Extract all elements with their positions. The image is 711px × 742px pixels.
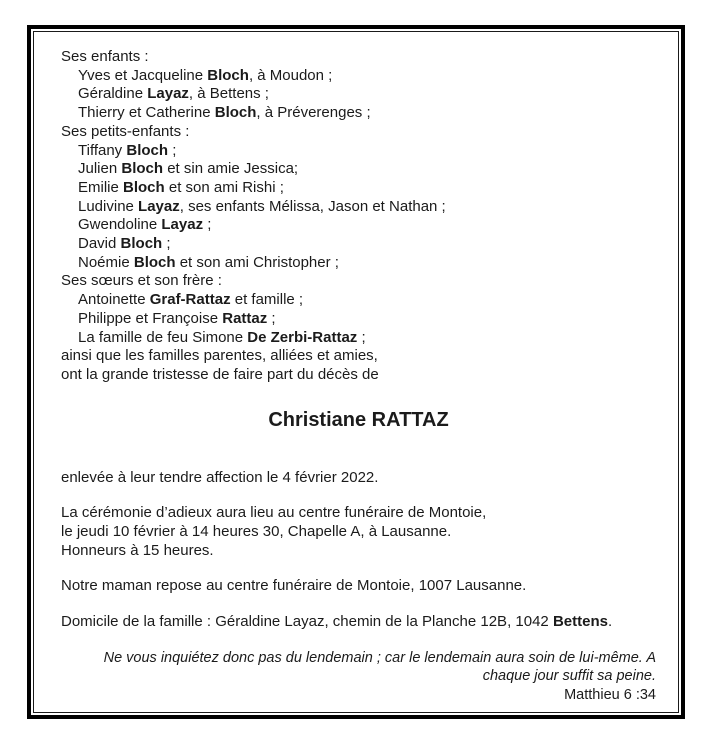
family-line <box>61 198 656 217</box>
text-segment: Honneurs à 15 heures. <box>61 541 214 559</box>
notice-frame-inner <box>33 31 679 713</box>
text-segment: Philippe et Françoise <box>78 309 223 327</box>
family-line <box>61 272 656 291</box>
text-segment: ; <box>267 309 276 327</box>
surname-bold: Bloch <box>214 104 257 122</box>
text-segment: Emilie <box>78 178 124 196</box>
paragraph-line <box>61 577 656 596</box>
text-segment: et son ami Christopher ; <box>175 253 339 271</box>
surname-bold: Bloch <box>120 235 163 253</box>
family-line <box>61 216 656 235</box>
text-segment: Antoinette <box>78 291 150 309</box>
text-segment: ont la grande tristesse de faire part du décès de <box>61 365 379 383</box>
notice-paragraph <box>61 613 656 632</box>
surname-bold: Bloch <box>121 160 164 178</box>
surname-bold: Layaz <box>161 216 204 234</box>
verse-line: chaque jour suffit sa peine. <box>482 668 656 685</box>
text-segment: , ses enfants Mélissa, Jason et Nathan ; <box>179 197 446 215</box>
paragraph-line <box>61 542 656 561</box>
family-line <box>61 104 656 123</box>
text-segment: , à Moudon ; <box>248 66 333 84</box>
text-segment: le jeudi 10 février à 14 heures 30, Chapelle A, à Lausanne. <box>61 523 452 541</box>
text-segment: Ses sœurs et son frère : <box>61 272 222 290</box>
text-segment: , à Bettens ; <box>188 85 269 103</box>
text-segment: Julien <box>78 160 122 178</box>
text-segment: Domicile de la famille : Géraldine Layaz, chemin de la Planche 12B, 1042 <box>61 613 553 631</box>
surname-bold: Rattaz <box>222 309 268 327</box>
paragraph-line <box>61 504 656 523</box>
notice-paragraph <box>61 469 656 488</box>
family-line <box>61 123 656 142</box>
paragraph-line <box>61 613 656 632</box>
body-paragraphs <box>61 469 656 632</box>
text-segment: Tiffany <box>78 141 127 159</box>
surname-bold: Bloch <box>126 141 169 159</box>
verse-lines <box>61 649 656 686</box>
family-line <box>61 310 656 329</box>
verse-line: Ne vous inquiétez donc pas du lendemain ; car le lendemain aura soin de lui-même. A <box>103 649 656 666</box>
text-segment: ; <box>162 235 171 253</box>
family-line <box>61 160 656 179</box>
notice-paragraph <box>61 504 656 560</box>
verse-attribution: Matthieu 6 :34 <box>564 687 656 704</box>
text-segment: enlevée à leur tendre affection le 4 février 2022. <box>61 468 379 486</box>
family-line <box>61 329 656 348</box>
family-line <box>61 179 656 198</box>
text-segment: Ludivine <box>78 197 139 215</box>
text-segment: ; <box>203 216 212 234</box>
surname-bold: Bloch <box>207 66 249 84</box>
text-segment: et famille ; <box>230 291 304 309</box>
text-segment: Ses petits-enfants : <box>61 122 190 140</box>
text-segment: La cérémonie d’adieux aura lieu au centre funéraire de Montoie, <box>61 504 487 522</box>
text-segment: Noémie <box>78 253 134 271</box>
family-line <box>61 235 656 254</box>
text-segment: La famille de feu Simone <box>78 328 248 346</box>
scripture-verse <box>61 649 656 705</box>
deceased-name: Christiane RATTAZ <box>268 408 449 431</box>
family-line <box>61 366 656 385</box>
notice-frame <box>27 25 685 719</box>
family-line <box>61 291 656 310</box>
text-segment: David <box>78 235 121 253</box>
surname-bold: Graf-Rattaz <box>149 291 231 309</box>
surname-bold: De Zerbi-Rattaz <box>247 328 358 346</box>
surname-bold: Bloch <box>123 178 165 196</box>
notice-paragraph <box>61 577 656 596</box>
text-segment: . <box>607 613 613 631</box>
surname-bold: Bettens <box>552 613 608 631</box>
family-line <box>61 48 656 67</box>
family-line <box>61 85 656 104</box>
family-line <box>61 142 656 161</box>
text-segment: , à Préverenges ; <box>256 104 371 122</box>
text-segment: Ses enfants : <box>61 48 149 65</box>
text-segment: ; <box>168 141 177 159</box>
text-segment: Notre maman repose au centre funéraire de Montoie, 1007 Lausanne. <box>61 577 527 595</box>
text-segment: ainsi que les familles parentes, alliées et amies, <box>61 347 378 365</box>
surname-bold: Bloch <box>133 253 176 271</box>
family-list <box>61 48 656 385</box>
paragraph-line <box>61 523 656 542</box>
family-line <box>61 347 656 366</box>
paragraph-line <box>61 469 656 488</box>
surname-bold: Layaz <box>138 197 180 215</box>
family-line <box>61 67 656 86</box>
text-segment: Géraldine <box>78 85 148 103</box>
text-segment: Gwendoline <box>78 216 162 234</box>
text-segment: et sin amie Jessica; <box>163 160 299 178</box>
text-segment: et son ami Rishi ; <box>164 178 284 196</box>
family-line <box>61 254 656 273</box>
text-segment: Yves et Jacqueline <box>78 66 208 84</box>
surname-bold: Layaz <box>147 85 189 103</box>
text-segment: Thierry et Catherine <box>78 104 215 122</box>
text-segment: ; <box>357 328 366 346</box>
